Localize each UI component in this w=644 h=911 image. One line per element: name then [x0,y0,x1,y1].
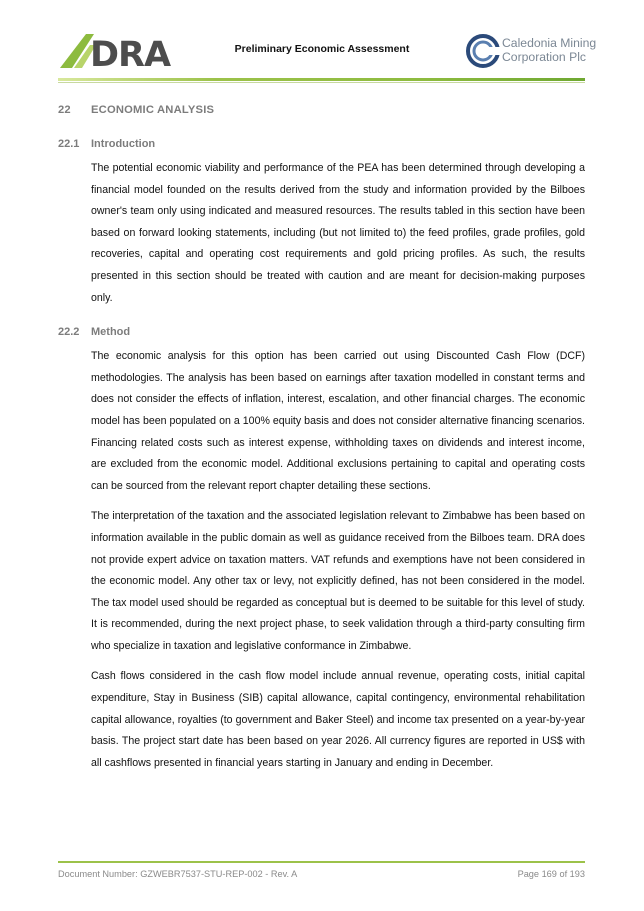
header-divider [58,78,585,81]
subsection-heading-introduction [58,130,585,158]
document-number: Document Number: GZWEBR7537-STU-REP-002 - Rev. A [58,869,298,879]
dra-logo-text: DRA [90,35,171,70]
caledonia-logo-line1: Caledonia Mining [502,36,597,50]
subsection-heading-method [58,318,585,346]
caledonia-mark-icon [466,34,500,68]
subsection-number: 22.2 [58,326,80,339]
section-number: 22 [58,104,71,116]
page-content [58,94,585,783]
page-header [0,0,644,90]
dra-logo [58,30,198,70]
paragraph: The potential economic viability and performance of the PEA has been determined through developing a financial model founded on the results derived from the study and information provided by the Bilboes owner's team only using indicated and measured resources. The results tabled in this section have been based on forward looking statements, including (but not limited to) the feed profiles, grade profiles, gold recoveries, capital and operating cost requirements and gold pricing profiles. As such, the results presented in this section should be treated with caution and are meant for decision-making purposes only. [91,162,585,304]
caledonia-logo-line2: Corporation Plc [502,49,586,64]
paragraph: The interpretation of the taxation and the associated legislation relevant to Zimbabwe has been based on information available in the public domain as well as guidance received from the Bilboes team. DRA does not provide expert advice on taxation matters. VAT refunds and exemptions have not been considered in the economic model. Any other tax or levy, not explicitly defined, has not been considered in the model. The tax model used should be regarded as conceptual but is deemed to be suitable for this level of study. It is recommended, during the next project phase, to seek validation through a third-party consulting firm who specialize in taxation and legislative conformance in Zimbabwe. [91,510,585,652]
section-heading [58,94,585,125]
caledonia-logo [466,32,596,72]
page-number: Page 169 of 193 [517,869,585,879]
subsection-title: Introduction [91,138,156,150]
subsection-number: 22.1 [58,138,80,150]
subsection-title: Method [91,326,131,339]
paragraph: Cash flows considered in the cash flow model include annual revenue, operating costs, initial capital expenditure, Stay in Business (SIB) capital allowance, capital contingency, environmental rehabilitation capital allowance, royalties (to government and Baker Steel) and income tax presented on a year-by-year basis. The project start date has been based on year 2026. All currency figures are reported in US$ with all cashflows presented in financial years starting in January and ending in December. [91,670,585,769]
header-title: Preliminary Economic Assessment [234,43,410,55]
header-divider-thin [58,82,585,83]
section-title: ECONOMIC ANALYSIS [91,104,215,116]
footer-divider [58,861,585,863]
paragraph: The economic analysis for this option has been carried out using Discounted Cash Flow (DCF) methodologies. The analysis has been based on earnings after taxation modelled in constant terms and does not consider the effects of inflation, interest, escalation, and other financial charges. The economic model has been populated on a 100% equity basis and does not consider alternative financing scenarios. Financing related costs such as interest expense, withholding taxes on dividends and interest income, are excluded from the economic model. Additional exclusions pertaining to capital and operating costs can be sourced from the relevant report chapter detailing these sections. [91,350,585,492]
